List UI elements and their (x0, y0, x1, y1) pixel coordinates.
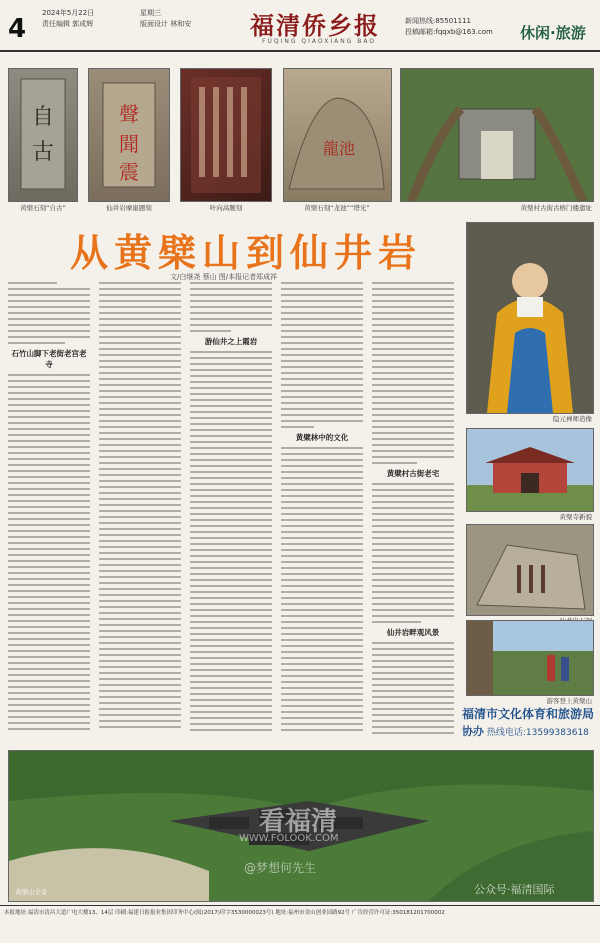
article-byline: 文/白继尧 蔡山 图/本报记者郑成祥 (170, 273, 278, 281)
banyan-gate-image (401, 69, 593, 201)
issue-date: 2024年5月22日 (42, 9, 95, 17)
photo-rock-inscription (466, 524, 594, 616)
article-title: 从黄檗山到仙井岩 (70, 230, 423, 275)
page-footer (0, 905, 600, 943)
email: 投稿邮箱:fqqxb@163.com (405, 28, 493, 36)
rock-inscription-image (467, 525, 593, 615)
photo-caption-2: 仙井岩摩崖题刻 (106, 204, 152, 212)
photo-banyan-gate (400, 68, 594, 202)
photo-red-inscription (180, 68, 272, 202)
banner-org: 福清市文化体育和旅游局 (462, 707, 595, 721)
text-column-3 (190, 282, 272, 734)
svg-text:龍池: 龍池 (322, 139, 356, 158)
photo-caption-4: 黄檗石刻“龙池”“塔光” (304, 204, 370, 212)
header-contact (405, 16, 493, 38)
monk-statue-image (467, 223, 593, 413)
sponsor-banner (462, 705, 596, 743)
svg-text:震: 震 (119, 160, 139, 184)
photo-monk-statue (466, 222, 594, 414)
issue-weekday: 星期三 (140, 9, 161, 17)
text-column-5 (372, 282, 454, 734)
text-column-1 (8, 282, 90, 734)
photo-caption-1: 黄檗石刻“自古” (20, 204, 66, 212)
photo-stone-carving-1 (8, 68, 78, 202)
svg-text:聲: 聲 (119, 102, 139, 126)
right-caption-4: 游客登上黄檗山 (546, 697, 592, 705)
watermark-author: @梦想何先生 (244, 861, 317, 875)
page-number: 4 (8, 14, 27, 44)
masthead-logo: 福清侨乡报 (250, 11, 380, 40)
photo-caption-3: 叶向高题刻 (209, 204, 243, 212)
article-subhead-5: 仙井岩畔观风景 (386, 628, 440, 637)
header-meta-left (42, 8, 94, 30)
watermark-site: 看福清 (259, 807, 338, 837)
photo-visitors (466, 620, 594, 696)
page-header (0, 0, 600, 52)
footer-imprint: 本报地址:福清市清昌大道广电大楼13、14层 印刷:福建日报报业集团印务中心(闽(2017)印字3530000023号) 地址:福州市金山创业园路92号 广告经营许可证:350181201700002 (4, 910, 445, 916)
article-subhead-4: 黄檗村古街老宅 (386, 469, 440, 478)
banner-assist: 协办 (462, 725, 484, 738)
photo-temple-gate (466, 428, 594, 512)
red-inscription-image (181, 69, 271, 201)
editor-label: 责任编辑 郭成辉 (42, 20, 94, 28)
photo-rock-carving (283, 68, 392, 202)
hotline: 新闻热线:85501111 (405, 17, 471, 25)
temple-gate-image (467, 429, 593, 511)
cliff-inscription-image (89, 69, 169, 201)
bottom-photo-caption: 黄檗山全景 (15, 888, 48, 896)
masthead-en: FUQING QIAOXIANG BAO (262, 38, 377, 45)
article-subhead-1: 石竹山脚下老街老宫老寺 (11, 349, 87, 369)
article-body (8, 282, 460, 734)
banner-assist-line (462, 723, 596, 739)
article-subhead-3: 黄檗林中的文化 (295, 433, 349, 442)
photo-stone-carving-2 (88, 68, 170, 202)
right-caption-2: 黄檗寺新貌 (559, 513, 592, 521)
watermark-account: 公众号·福清国际 (474, 883, 555, 896)
text-column-4 (281, 282, 363, 734)
banner-hotline: 热线电话:13599383618 (486, 728, 589, 738)
article-subhead-2: 游仙井之上霞岩 (204, 337, 258, 346)
stone-carving-image (9, 69, 77, 201)
svg-text:古: 古 (31, 140, 55, 165)
photo-aerial-temple (8, 750, 594, 902)
svg-text:聞: 聞 (119, 132, 139, 156)
section-title: 休闲·旅游 (520, 24, 586, 42)
visitors-image (467, 621, 593, 695)
photo-caption-5: 黄檗村古街古榕门楼遗址 (520, 204, 592, 212)
designer-label: 版面设计 林和安 (140, 20, 192, 28)
svg-text:自: 自 (31, 105, 55, 130)
right-caption-1: 隐元禅师造像 (553, 415, 592, 423)
rock-carving-image (284, 69, 391, 201)
watermark-url: WWW.FOLOOK.COM (239, 833, 339, 844)
text-column-2 (99, 282, 181, 734)
header-meta-mid (140, 8, 191, 30)
